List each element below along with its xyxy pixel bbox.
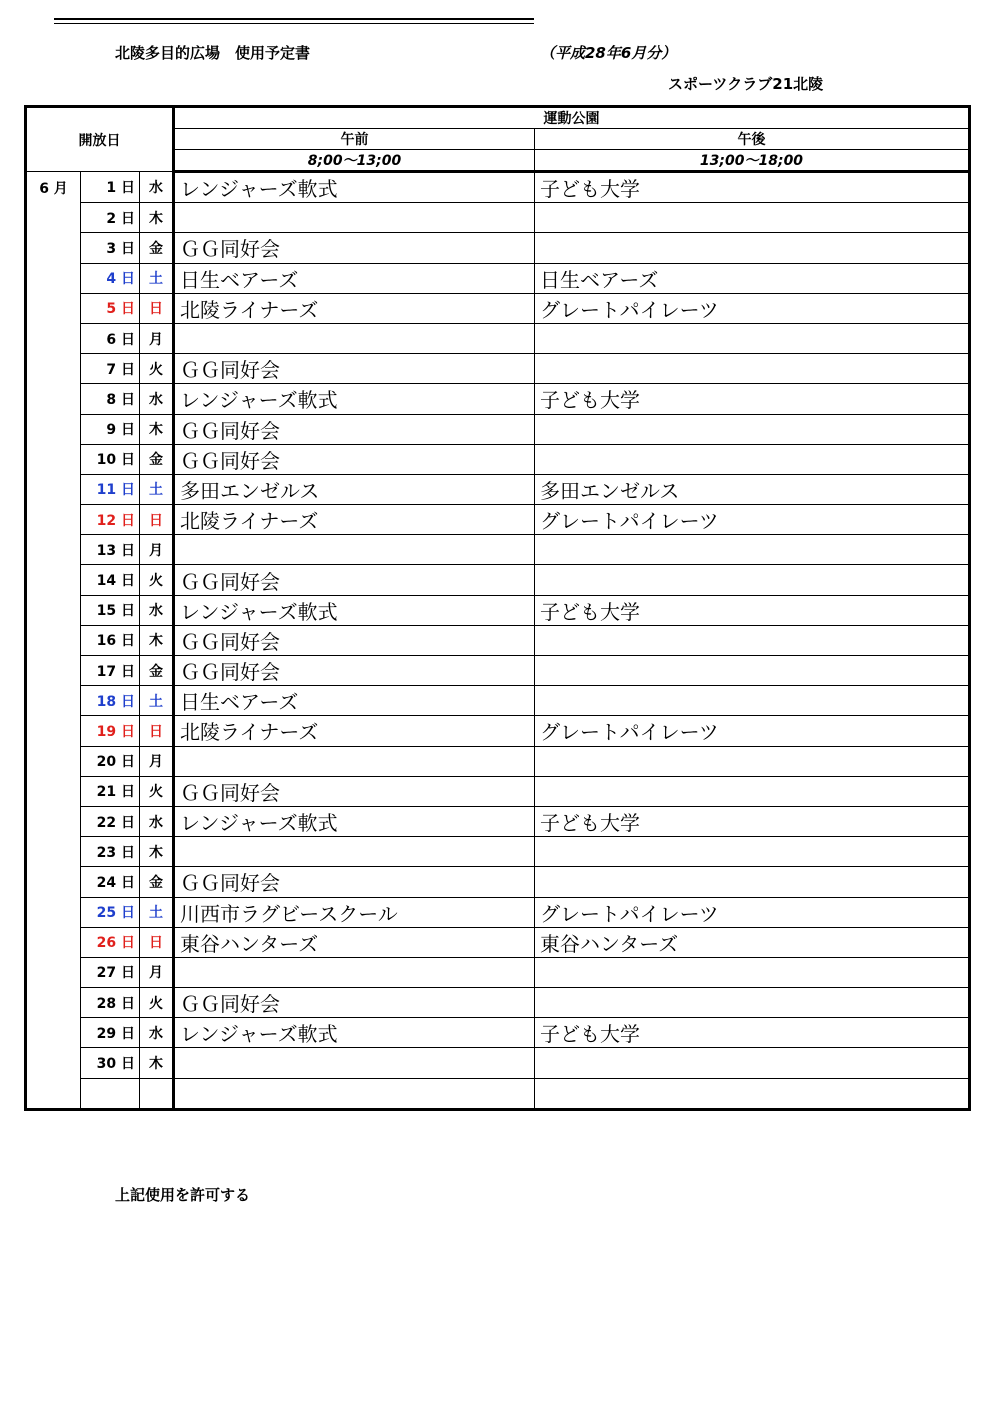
weekday-cell: 金 <box>140 656 174 686</box>
day-number: 11 <box>96 482 117 499</box>
day-suffix: 日 <box>121 573 135 590</box>
pm-user-cell: 多田エンゼルス <box>535 474 970 504</box>
organization-name: スポーツクラブ21北陵 <box>668 75 824 93</box>
day-suffix: 日 <box>121 331 135 348</box>
am-user-cell: レンジャーズ軟式 <box>174 384 535 414</box>
am-user-cell: ＧＧ同好会 <box>174 776 535 806</box>
day-number: 30 <box>96 1056 117 1073</box>
day-number: 12 <box>96 512 117 529</box>
weekday-cell: 月 <box>140 323 174 353</box>
day-number: 24 <box>96 874 117 891</box>
table-row <box>26 414 970 444</box>
weekday-cell: 水 <box>140 595 174 625</box>
am-user-cell: 日生ベアーズ <box>174 263 535 293</box>
pm-user-cell <box>535 867 970 897</box>
weekday-cell: 月 <box>140 535 174 565</box>
am-user-cell <box>174 323 535 353</box>
day-number: 5 <box>106 301 117 318</box>
am-user-cell: 北陵ライナーズ <box>174 505 535 535</box>
table-row <box>26 746 970 776</box>
day-number: 19 <box>96 723 117 740</box>
schedule-table <box>24 105 971 1111</box>
table-row <box>26 293 970 323</box>
day-suffix: 日 <box>121 633 135 650</box>
pm-user-cell <box>535 988 970 1018</box>
day-cell <box>81 505 140 535</box>
table-row <box>26 595 970 625</box>
weekday-cell: 金 <box>140 867 174 897</box>
pm-user-cell <box>535 1048 970 1078</box>
day-suffix: 日 <box>121 1056 135 1073</box>
day-suffix: 日 <box>121 180 135 197</box>
am-user-cell: 北陵ライナーズ <box>174 293 535 323</box>
table-row <box>26 474 970 504</box>
day-suffix: 日 <box>121 935 135 952</box>
am-user-cell: ＧＧ同好会 <box>174 414 535 444</box>
day-suffix: 日 <box>121 1025 135 1042</box>
pm-user-cell: グレートパイレーツ <box>535 293 970 323</box>
day-number: 27 <box>96 965 117 982</box>
day-suffix: 日 <box>121 422 135 439</box>
table-row <box>26 927 970 957</box>
day-suffix: 日 <box>121 784 135 801</box>
am-user-cell <box>174 746 535 776</box>
am-header: 午前 <box>174 129 535 150</box>
pm-user-cell: 子ども大学 <box>535 806 970 836</box>
day-cell <box>81 776 140 806</box>
pm-user-cell <box>535 837 970 867</box>
am-user-cell: レンジャーズ軟式 <box>174 595 535 625</box>
document-title: 北陵多目的広場 使用予定書 <box>115 44 311 62</box>
pm-user-cell <box>535 444 970 474</box>
day-cell <box>81 414 140 444</box>
weekday-cell: 水 <box>140 172 174 203</box>
weekday-cell: 木 <box>140 203 174 233</box>
pm-user-cell: 子ども大学 <box>535 1018 970 1048</box>
weekday-cell: 水 <box>140 806 174 836</box>
weekday-cell: 土 <box>140 474 174 504</box>
table-row <box>26 988 970 1018</box>
day-suffix: 日 <box>121 754 135 771</box>
table-row <box>26 1018 970 1048</box>
day-cell <box>81 474 140 504</box>
day-suffix: 日 <box>121 301 135 318</box>
weekday-cell: 金 <box>140 444 174 474</box>
table-row <box>26 656 970 686</box>
day-cell <box>81 1078 140 1109</box>
am-user-cell: 川西市ラグビースクール <box>174 897 535 927</box>
pm-user-cell <box>535 414 970 444</box>
day-suffix: 日 <box>121 995 135 1012</box>
day-number: 17 <box>96 663 117 680</box>
weekday-cell: 木 <box>140 414 174 444</box>
weekday-cell: 土 <box>140 897 174 927</box>
day-number: 3 <box>106 240 117 257</box>
day-cell <box>81 625 140 655</box>
day-suffix: 日 <box>121 271 135 288</box>
weekday-cell: 火 <box>140 776 174 806</box>
am-user-cell: ＧＧ同好会 <box>174 444 535 474</box>
day-cell <box>81 595 140 625</box>
weekday-cell: 水 <box>140 384 174 414</box>
pm-user-cell <box>535 1078 970 1109</box>
document-period: （平成28年6月分） <box>540 44 677 62</box>
day-suffix: 日 <box>121 240 135 257</box>
approval-note: 上記使用を許可する <box>115 1186 251 1204</box>
table-row <box>26 867 970 897</box>
month-cell: 6 月 <box>26 172 81 1110</box>
day-number: 1 <box>106 180 117 197</box>
day-number: 13 <box>96 542 117 559</box>
day-cell <box>81 323 140 353</box>
pm-user-cell <box>535 323 970 353</box>
day-cell <box>81 837 140 867</box>
am-user-cell: ＧＧ同好会 <box>174 656 535 686</box>
pm-header: 午後 <box>535 129 970 150</box>
am-user-cell <box>174 837 535 867</box>
day-suffix: 日 <box>121 603 135 620</box>
day-number: 7 <box>106 361 117 378</box>
am-user-cell: 日生ベアーズ <box>174 686 535 716</box>
table-row <box>26 203 970 233</box>
am-user-cell: レンジャーズ軟式 <box>174 1018 535 1048</box>
weekday-cell: 火 <box>140 988 174 1018</box>
pm-time-header: 13;00～18;00 <box>535 150 970 172</box>
weekday-cell: 水 <box>140 1018 174 1048</box>
table-row <box>26 535 970 565</box>
day-number: 2 <box>106 210 117 227</box>
day-suffix: 日 <box>121 844 135 861</box>
day-suffix: 日 <box>121 361 135 378</box>
day-cell <box>81 656 140 686</box>
weekday-cell: 火 <box>140 565 174 595</box>
day-cell <box>81 806 140 836</box>
pm-user-cell <box>535 746 970 776</box>
table-row <box>26 444 970 474</box>
day-cell <box>81 746 140 776</box>
day-number: 14 <box>96 573 117 590</box>
day-number: 6 <box>106 331 117 348</box>
table-row <box>26 716 970 746</box>
day-number: 23 <box>96 844 117 861</box>
am-user-cell: 北陵ライナーズ <box>174 716 535 746</box>
weekday-cell: 日 <box>140 505 174 535</box>
table-row <box>26 172 970 203</box>
weekday-cell: 木 <box>140 625 174 655</box>
day-cell <box>81 535 140 565</box>
day-number: 18 <box>96 693 117 710</box>
day-number: 16 <box>96 633 117 650</box>
am-user-cell: レンジャーズ軟式 <box>174 172 535 203</box>
weekday-cell: 月 <box>140 746 174 776</box>
weekday-cell <box>140 1078 174 1109</box>
day-cell <box>81 716 140 746</box>
table-row <box>26 1078 970 1109</box>
weekday-cell: 木 <box>140 1048 174 1078</box>
day-cell <box>81 927 140 957</box>
pm-user-cell: 子ども大学 <box>535 595 970 625</box>
day-suffix: 日 <box>121 210 135 227</box>
pm-user-cell <box>535 203 970 233</box>
pm-user-cell: グレートパイレーツ <box>535 505 970 535</box>
day-number: 26 <box>96 935 117 952</box>
am-user-cell: ＧＧ同好会 <box>174 625 535 655</box>
day-number: 22 <box>96 814 117 831</box>
am-user-cell <box>174 203 535 233</box>
am-user-cell: ＧＧ同好会 <box>174 988 535 1018</box>
day-number: 8 <box>106 391 117 408</box>
day-cell <box>81 988 140 1018</box>
am-user-cell <box>174 1048 535 1078</box>
table-row <box>26 686 970 716</box>
day-cell <box>81 897 140 927</box>
table-row <box>26 354 970 384</box>
weekday-cell: 月 <box>140 957 174 987</box>
day-number: 20 <box>96 754 117 771</box>
day-cell <box>81 1048 140 1078</box>
pm-user-cell <box>535 957 970 987</box>
day-number: 28 <box>96 995 117 1012</box>
day-cell <box>81 686 140 716</box>
day-suffix: 日 <box>121 723 135 740</box>
weekday-cell: 土 <box>140 263 174 293</box>
pm-user-cell <box>535 686 970 716</box>
weekday-cell: 日 <box>140 716 174 746</box>
table-row <box>26 323 970 353</box>
day-cell <box>81 565 140 595</box>
day-number: 4 <box>106 271 117 288</box>
day-suffix: 日 <box>121 512 135 529</box>
am-user-cell: 多田エンゼルス <box>174 474 535 504</box>
day-cell <box>81 293 140 323</box>
day-cell <box>81 957 140 987</box>
weekday-cell: 木 <box>140 837 174 867</box>
day-suffix: 日 <box>121 693 135 710</box>
day-number: 25 <box>96 905 117 922</box>
day-suffix: 日 <box>121 814 135 831</box>
day-suffix: 日 <box>121 965 135 982</box>
day-number: 10 <box>96 452 117 469</box>
weekday-cell: 火 <box>140 354 174 384</box>
header-rule <box>54 18 534 20</box>
day-number: 21 <box>96 784 117 801</box>
table-row <box>26 957 970 987</box>
day-number: 29 <box>96 1025 117 1042</box>
day-cell <box>81 444 140 474</box>
day-suffix: 日 <box>121 663 135 680</box>
weekday-cell: 金 <box>140 233 174 263</box>
day-suffix: 日 <box>121 874 135 891</box>
am-user-cell: ＧＧ同好会 <box>174 354 535 384</box>
day-cell <box>81 867 140 897</box>
pm-user-cell <box>535 776 970 806</box>
day-cell <box>81 354 140 384</box>
pm-user-cell <box>535 625 970 655</box>
pm-user-cell <box>535 656 970 686</box>
am-user-cell: ＧＧ同好会 <box>174 867 535 897</box>
pm-user-cell: 子ども大学 <box>535 172 970 203</box>
weekday-cell: 日 <box>140 293 174 323</box>
table-row <box>26 625 970 655</box>
weekday-cell: 土 <box>140 686 174 716</box>
header-rule-thin <box>54 23 534 24</box>
table-row <box>26 806 970 836</box>
table-row <box>26 505 970 535</box>
day-cell <box>81 263 140 293</box>
day-cell <box>81 384 140 414</box>
am-user-cell <box>174 957 535 987</box>
day-suffix: 日 <box>121 391 135 408</box>
am-user-cell: ＧＧ同好会 <box>174 233 535 263</box>
pm-user-cell: 東谷ハンターズ <box>535 927 970 957</box>
am-user-cell: ＧＧ同好会 <box>174 565 535 595</box>
pm-user-cell: 子ども大学 <box>535 384 970 414</box>
table-row <box>26 263 970 293</box>
pm-user-cell: 日生ベアーズ <box>535 263 970 293</box>
facility-header: 運動公園 <box>174 107 970 129</box>
table-row <box>26 1048 970 1078</box>
day-suffix: 日 <box>121 905 135 922</box>
open-day-header: 開放日 <box>26 107 174 172</box>
table-row <box>26 233 970 263</box>
day-cell <box>81 233 140 263</box>
weekday-cell: 日 <box>140 927 174 957</box>
day-number: 15 <box>96 603 117 620</box>
day-cell <box>81 172 140 203</box>
pm-user-cell <box>535 354 970 384</box>
pm-user-cell <box>535 565 970 595</box>
table-row <box>26 776 970 806</box>
pm-user-cell: グレートパイレーツ <box>535 716 970 746</box>
pm-user-cell: グレートパイレーツ <box>535 897 970 927</box>
table-row <box>26 565 970 595</box>
am-user-cell <box>174 1078 535 1109</box>
am-user-cell: 東谷ハンターズ <box>174 927 535 957</box>
day-suffix: 日 <box>121 452 135 469</box>
am-user-cell <box>174 535 535 565</box>
day-suffix: 日 <box>121 482 135 499</box>
day-number: 9 <box>106 422 117 439</box>
day-cell <box>81 203 140 233</box>
day-suffix: 日 <box>121 542 135 559</box>
am-time-header: 8;00～13;00 <box>174 150 535 172</box>
day-cell <box>81 1018 140 1048</box>
am-user-cell: レンジャーズ軟式 <box>174 806 535 836</box>
pm-user-cell <box>535 233 970 263</box>
table-row <box>26 897 970 927</box>
table-row <box>26 837 970 867</box>
pm-user-cell <box>535 535 970 565</box>
table-row <box>26 384 970 414</box>
